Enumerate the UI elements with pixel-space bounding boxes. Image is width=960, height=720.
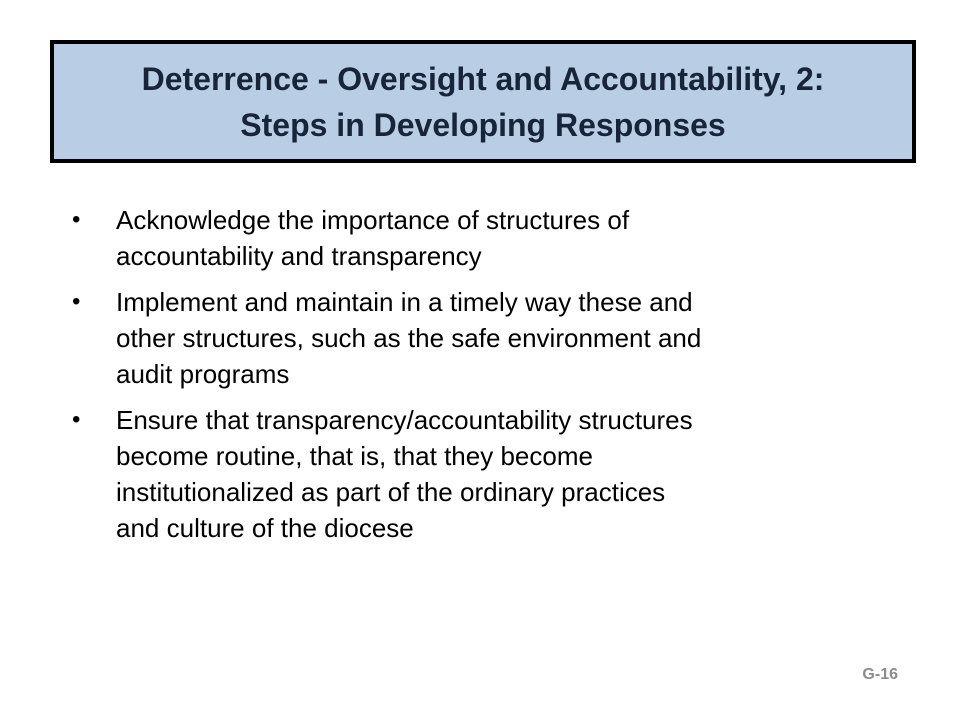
slide-title-line-2: Steps in Developing Responses xyxy=(240,106,726,143)
slide-title xyxy=(142,56,825,148)
bullet-line: become routine, that is, that they become xyxy=(116,441,593,471)
bullet-line: Implement and maintain in a timely way these and xyxy=(116,287,693,317)
bullet-text xyxy=(116,402,872,546)
bullet-line: accountability and transparency xyxy=(116,241,482,271)
bullet-line: Ensure that transparency/accountability structures xyxy=(116,405,693,435)
bullet-line: and culture of the diocese xyxy=(116,513,414,543)
title-box xyxy=(50,40,916,163)
bullet-item-1 xyxy=(72,202,872,274)
bullet-marker: • xyxy=(72,288,81,315)
bullet-text xyxy=(116,202,872,274)
bullet-line: institutionalized as part of the ordinary practices xyxy=(116,477,666,507)
page-number: G-16 xyxy=(862,666,898,683)
bullet-marker: • xyxy=(72,206,81,233)
bullet-item-2 xyxy=(72,284,872,392)
bullet-line: other structures, such as the safe environment and xyxy=(116,323,702,353)
bullet-item-3 xyxy=(72,402,872,546)
bullet-text xyxy=(116,284,872,392)
bullet-line: audit programs xyxy=(116,359,290,389)
bullet-line: Acknowledge the importance of structures of xyxy=(116,205,630,235)
slide-title-line-1: Deterrence - Oversight and Accountability, 2: xyxy=(141,60,825,97)
bullet-list xyxy=(72,202,872,556)
bullet-marker: • xyxy=(72,406,81,433)
